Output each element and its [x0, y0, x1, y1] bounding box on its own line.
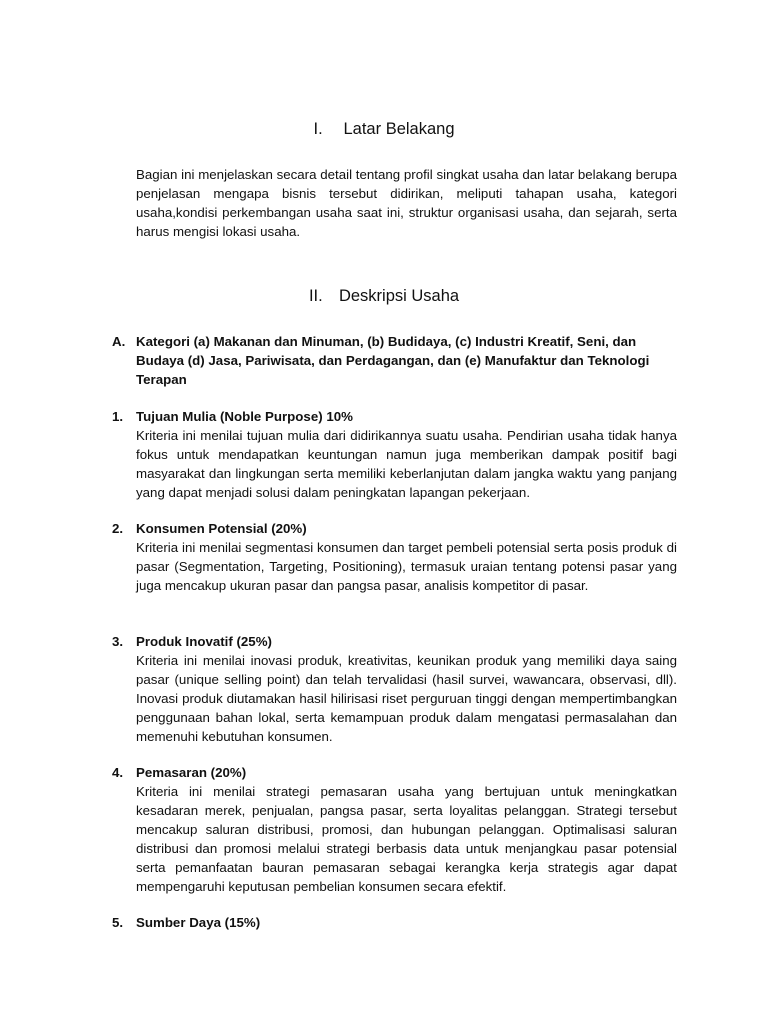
criteria-item-1	[112, 407, 677, 502]
criteria-item-4	[112, 763, 677, 896]
criteria-description: Kriteria ini menilai tujuan mulia dari didirikannya suatu usaha. Pendirian usaha tidak hanya fokus untuk mendapatkan keuntungan namun juga memberikan dampak positif bagi masyarakat dan lingkungan serta memiliki keberlanjutan dalam jangka waktu yang panjang yang dapat menjadi solusi dalam peningkatan lapangan pekerjaan.	[136, 428, 677, 500]
section-2-title: Deskripsi Usaha	[338, 287, 460, 305]
criteria-marker: 1.	[112, 409, 124, 424]
criteria-title: Pemasaran (20%)	[136, 765, 247, 780]
section-1-heading	[0, 120, 768, 139]
criteria-description: Kriteria ini menilai strategi pemasaran usaha yang bertujuan untuk meningkatkan kesadaran merek, penjualan, pangsa pasar, serta loyalitas pelanggan. Strategi tersebut mencakup saluran distribusi, promosi, dan hubungan pelanggan. Optimalisasi saluran distribusi dan promosi melalui strategi berbasis data untuk menjangkau pasar potensial serta pemanfaatan bauran pemasaran sebagai kerangka kerja strategis agar dapat mempengaruhi keputusan pembelian konsumen secara efektif.	[136, 784, 677, 894]
criteria-marker: 3.	[112, 634, 124, 649]
criteria-item-2	[112, 519, 677, 595]
criteria-title: Sumber Daya (15%)	[136, 915, 261, 930]
section-2-number: II.	[308, 287, 323, 305]
section-1-number: I.	[313, 120, 323, 138]
criteria-title: Tujuan Mulia (Noble Purpose) 10%	[136, 409, 353, 424]
criteria-marker: 2.	[112, 521, 124, 536]
criteria-item-3	[112, 632, 677, 746]
criteria-marker: 4.	[112, 765, 124, 780]
section-1-paragraph: Bagian ini menjelaskan secara detail tentang profil singkat usaha dan latar belakang berupa penjelasan mengapa bisnis tersebut didirikan, meliputi tahapan usaha, kategori usaha,kondisi perkembangan usaha saat ini, struktur organisasi usaha, dan sejarah, serta harus mengisi lokasi usaha.	[136, 167, 677, 239]
category-text: Kategori (a) Makanan dan Minuman, (b) Budidaya, (c) Industri Kreatif, Seni, dan Budaya (d) Jasa, Pariwisata, dan Perdagangan, dan (e) Manufaktur dan Teknologi Terapan	[136, 334, 650, 387]
category-marker: A.	[112, 334, 126, 349]
criteria-marker: 5.	[112, 915, 124, 930]
section-2-heading	[0, 287, 768, 306]
category-item	[112, 332, 677, 389]
criteria-description: Kriteria ini menilai segmentasi konsumen dan target pembeli potensial serta posis produk di pasar (Segmentation, Targeting, Positioning), termasuk uraian tentang potensi pasar yang juga mencakup ukuran pasar dan pangsa pasar, analisis kompetitor di pasar.	[136, 540, 677, 593]
criteria-item-5	[112, 913, 677, 932]
criteria-title: Konsumen Potensial (20%)	[136, 521, 307, 536]
criteria-title: Produk Inovatif (25%)	[136, 634, 272, 649]
criteria-description: Kriteria ini menilai inovasi produk, kreativitas, keunikan produk yang memiliki daya saing pasar (unique selling point) dan telah tervalidasi (hasil survei, wawancara, observasi, dll). Inovasi produk diutamakan hasil hilirisasi riset perguruan tinggi dengan mempertimbangkan penggunaan bahan lokal, serta kemampuan produk dalam mengatasi permasalahan dan memenuhi kebutuhan konsumen.	[136, 653, 677, 744]
section-1-title: Latar Belakang	[343, 120, 455, 138]
